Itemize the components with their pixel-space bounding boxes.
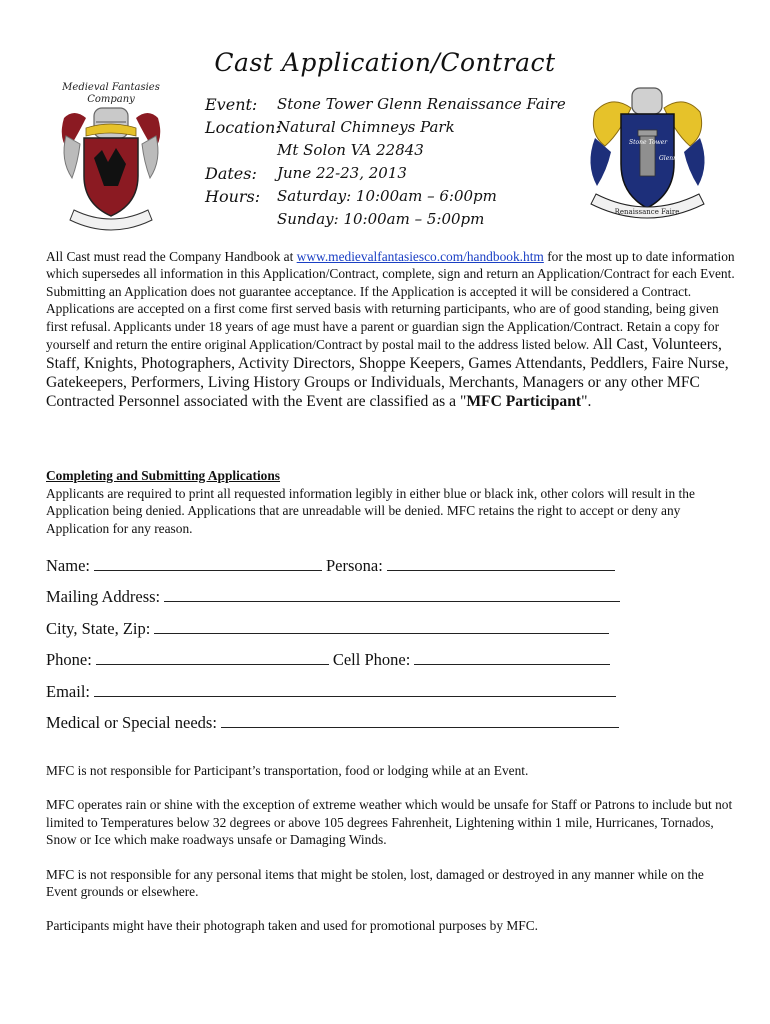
dates-label: Dates: [205, 164, 257, 183]
intro-classification-end: ". [581, 393, 592, 411]
cell-phone-field[interactable] [414, 650, 610, 665]
mailing-address-field[interactable] [164, 587, 620, 602]
persona-field[interactable] [387, 556, 615, 571]
note-weather: MFC operates rain or shine with the exception of extreme weather which would be unsafe for Staff or Patrons to include but not limited to Temperatures below 32 degrees or above 105 degrees Fahrenheit, Lightening within 1 mile, Hurricanes, Tornados, Snow or Ice which make roadways unsafe or Damaging Winds. [46, 797, 733, 848]
intro-lead: All Cast must read the Company Handbook at [46, 249, 297, 264]
cell-phone-label: Cell Phone: [332, 650, 411, 670]
hours-label: Hours: [205, 187, 261, 206]
mfc-participant-term: MFC Participant [466, 393, 582, 411]
page-title: Cast Application/Contract [214, 48, 556, 77]
intro-classification: All Cast, Volunteers, Staff, Knights, Photographers, Activity Directors, Shoppe Keepers, Games Attendants, Peddlers, Faire Nurse, Gatekeepers, Performers, Living History Groups or Individuals, Merchants, Managers or any other MFC Contracted Personnel associated with the Event are classified as a " [46, 336, 729, 411]
phone-label: Phone: [46, 650, 92, 670]
stone-tower-glenn-crest-logo [585, 82, 710, 240]
city-state-zip-label: City, State, Zip: [46, 618, 151, 638]
applicant-fields [46, 556, 646, 744]
location-line1: Natural Chimneys Park [277, 118, 455, 136]
event-value: Stone Tower Glenn Renaissance Faire [277, 95, 566, 113]
event-label: Event: [205, 95, 258, 114]
dates-value: June 22-23, 2013 [277, 164, 407, 182]
location-line2: Mt Solon VA 22843 [277, 141, 424, 159]
note-personal-items: MFC is not responsible for any personal items that might be stolen, lost, damaged or destroyed in any manner while on the Event grounds or elsewhere. [46, 866, 704, 900]
email-field[interactable] [94, 682, 616, 697]
svg-text:Glenn: Glenn [659, 155, 677, 162]
intro-body: for the most up to date information which supersedes all information in this Application/Contract, complete, sign and return an Application/Contract for each Event. Submitting an Application does not guarantee acceptance. If the Application is accepted it will be considered a Contract. Applications are accepted on a first come first served basis with returning participants, who are of good standing, being given first refusal. Applicants under 18 years of age must have a parent or guardian sign the Application/Contract. Retain a copy for yourself and return the entire original Application/Contract by postal mail to the address listed below. [46, 249, 735, 353]
location-label: Location: [205, 118, 281, 137]
note-transportation: MFC is not responsible for Participant’s transportation, food or lodging while at an Event. [46, 763, 529, 778]
note-photograph: Participants might have their photograph taken and used for promotional purposes by MFC. [46, 918, 539, 934]
medieval-fantasies-crest-logo [56, 78, 166, 243]
logo-left-line1: Medieval Fantasies [62, 82, 160, 93]
persona-label: Persona: [325, 556, 383, 575]
city-state-zip-field[interactable] [154, 619, 609, 634]
submitting-body: Applicants are required to print all requested information legibly in either blue or black ink, other colors will result in the Application being denied. Applications that are unreadable will be denied. MFC retains the right to accept or deny any Application for any reason. [46, 485, 695, 536]
hours-line1: Saturday: 10:00am – 6:00pm [277, 187, 497, 205]
phone-field[interactable] [96, 650, 329, 665]
handbook-link[interactable]: www.medievalfantasiesco.com/handbook.htm [296, 249, 544, 264]
medical-needs-label: Medical or Special needs: [46, 712, 217, 732]
svg-text:Stone Tower: Stone Tower [629, 139, 668, 146]
email-label: Email: [46, 681, 90, 701]
hours-line2: Sunday: 10:00am – 5:00pm [277, 210, 485, 228]
mailing-address-label: Mailing Address: [46, 587, 161, 607]
name-field[interactable] [94, 556, 322, 571]
submitting-heading: Completing and Submitting Applications [46, 468, 281, 483]
medical-needs-field[interactable] [221, 713, 619, 728]
submitting-section [46, 467, 736, 537]
event-info-block [205, 93, 566, 231]
logo-right-bottom-text: Renaissance Faire [614, 208, 680, 216]
intro-paragraph [46, 248, 736, 411]
name-label: Name: [46, 556, 90, 575]
logo-left-line2: Company [87, 94, 135, 105]
policy-notes [46, 762, 736, 952]
